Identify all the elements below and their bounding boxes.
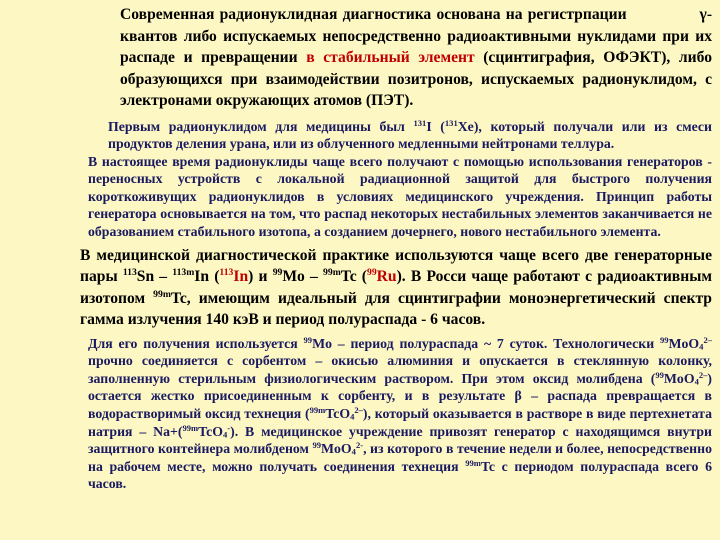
tco2-formula: TcO <box>198 423 223 439</box>
pairs-text-3: , имеющим идеальный для сцинтиграфии моноэнергетический спектр гамма излучения 140 кэВ и период полураспада - 6 часов. <box>80 289 712 329</box>
and-text: ) и <box>248 268 273 286</box>
intro-text-2: -квантов либо испускаемых непосредственно радиоактивными нуклидами при их распаде и превращении <box>120 6 713 66</box>
paragraph-molybdenum-generator <box>8 335 712 493</box>
tin-symbol: Sn – <box>136 268 173 286</box>
moo-formula: MoO <box>668 335 700 351</box>
mo-text-5: ), который оказывается в растворе в виде пертехнетата натрия – Na+( <box>88 406 712 439</box>
indium-m-symbol: In ( <box>194 268 220 286</box>
mo-mass: 99 <box>303 334 313 345</box>
mo-text-4: ) остается жестко присоединенным к сорбенту, и в результате β – распада превращается в водорастворимый оксид технеция ( <box>88 370 712 422</box>
generators-text: В настоящее время радионуклиды чаще всего получают с помощью использования генераторов - переносных устройств с локальной радиационной защитой для быстрого получения короткоживущих радионуклидов в условиях медицинского учреждения. Принцип работы генератора основывается на том, что распад некоторых нестабильных элементов заканчивается не образованием стабильного изотопа, а созданием дочернего, нового нестабильного элемента. <box>88 153 712 240</box>
first-text-1: Первым радионуклидом для медицины был <box>108 118 414 134</box>
pairs-text-2: ). В Росси чаще работают с радиоактивным изотопом <box>80 268 713 307</box>
moo2-formula: MoO <box>663 370 695 386</box>
paragraph-generators <box>8 153 712 241</box>
paragraph-first-radionuclide <box>8 118 712 153</box>
technetium2-mass: 99m <box>153 288 171 300</box>
moo3-mass: 99 <box>312 440 321 451</box>
tco-sub: 4 <box>350 411 355 422</box>
intro-text-3: (сцинтиграфия, ОФЭКТ), либо образующихся при взаимодействии позитронов, испускаемых радионуклидом, с электронами окружающих атомов (ПЭТ). <box>120 49 713 109</box>
moo2-charge: 2– <box>698 369 708 380</box>
tco-charge: 2– <box>354 404 363 415</box>
tc-symbol: Tc <box>480 458 495 474</box>
mo-text-1: Для его получения используется <box>88 335 304 351</box>
first-text-2: ), который получали или из смеси продуктов деления урана, или из облученного медленными нейтронами теллура. <box>108 118 712 152</box>
moo3-charge: 2- <box>355 440 364 451</box>
indium-m-mass: 113m <box>172 267 195 279</box>
paren-open: ( <box>431 118 445 134</box>
tco2-sub: 4 <box>222 429 228 440</box>
moo3-sub: 4 <box>351 446 356 457</box>
tco2-charge: - <box>227 422 231 433</box>
indium-symbol: In <box>233 268 249 286</box>
mo-text-7: , из которого в течение недели и более, непосредственно на рабочем месте, можно получать соединения технеция <box>88 441 712 474</box>
highlight-stable-element: в стабильный элемент <box>306 49 475 66</box>
tco-mass: 99m <box>309 404 326 415</box>
molybdenum-mass: 99 <box>272 267 283 279</box>
iodine-mass: 131 <box>413 117 427 128</box>
mo-text-2: Mo – период полураспада ~ 7 суток. Технологически <box>312 335 660 351</box>
paragraph-generator-pairs <box>8 245 712 331</box>
moo-mass: 99 <box>659 334 669 345</box>
pairs-text-1: В медицинской диагностической практике используются чаще всего две генераторные пары <box>80 246 712 286</box>
paragraph-intro <box>8 4 712 112</box>
molybdenum-symbol: Mo – <box>282 268 324 286</box>
xenon-symbol: Xe <box>457 118 474 134</box>
tin-mass: 113 <box>122 267 137 279</box>
moo2-mass: 99 <box>655 369 664 380</box>
ruthenium-symbol: Ru <box>376 268 397 286</box>
tco2-mass: 99m <box>182 422 199 433</box>
tc-mass: 99m <box>465 457 481 468</box>
gamma-symbol: γ <box>699 6 707 23</box>
intro-text-1: Современная радионуклидная диагностика основана на регистрпации <box>120 6 627 23</box>
mo-text-8: с периодом полураспада всего 6 часов. <box>88 458 712 492</box>
ruthenium-mass: 99 <box>367 267 377 279</box>
indium-mass: 113 <box>219 267 234 279</box>
mo-text-3: прочно соединяется с сорбентом – окисью алюминия и опускается в стеклянную колонку, заполненную стерильным физиологическим раствором. При этом оксид молибдена ( <box>88 353 712 386</box>
technetium-symbol: Tc ( <box>340 268 368 286</box>
iodine-symbol: I <box>426 118 432 134</box>
moo-sub: 4 <box>699 341 704 352</box>
tco-formula: TcO <box>325 406 351 422</box>
xenon-mass: 131 <box>444 117 458 128</box>
moo3-formula: MoO <box>321 441 352 457</box>
mo-text-6: ). В медицинское учреждение привозят генератор с находящимся внутри защитного контейнера молибденом <box>88 423 712 457</box>
moo-charge: 2– <box>703 334 712 345</box>
technetium-mass: 99m <box>323 267 341 279</box>
moo2-sub: 4 <box>694 376 699 387</box>
technetium2-symbol: Tc <box>170 289 187 307</box>
